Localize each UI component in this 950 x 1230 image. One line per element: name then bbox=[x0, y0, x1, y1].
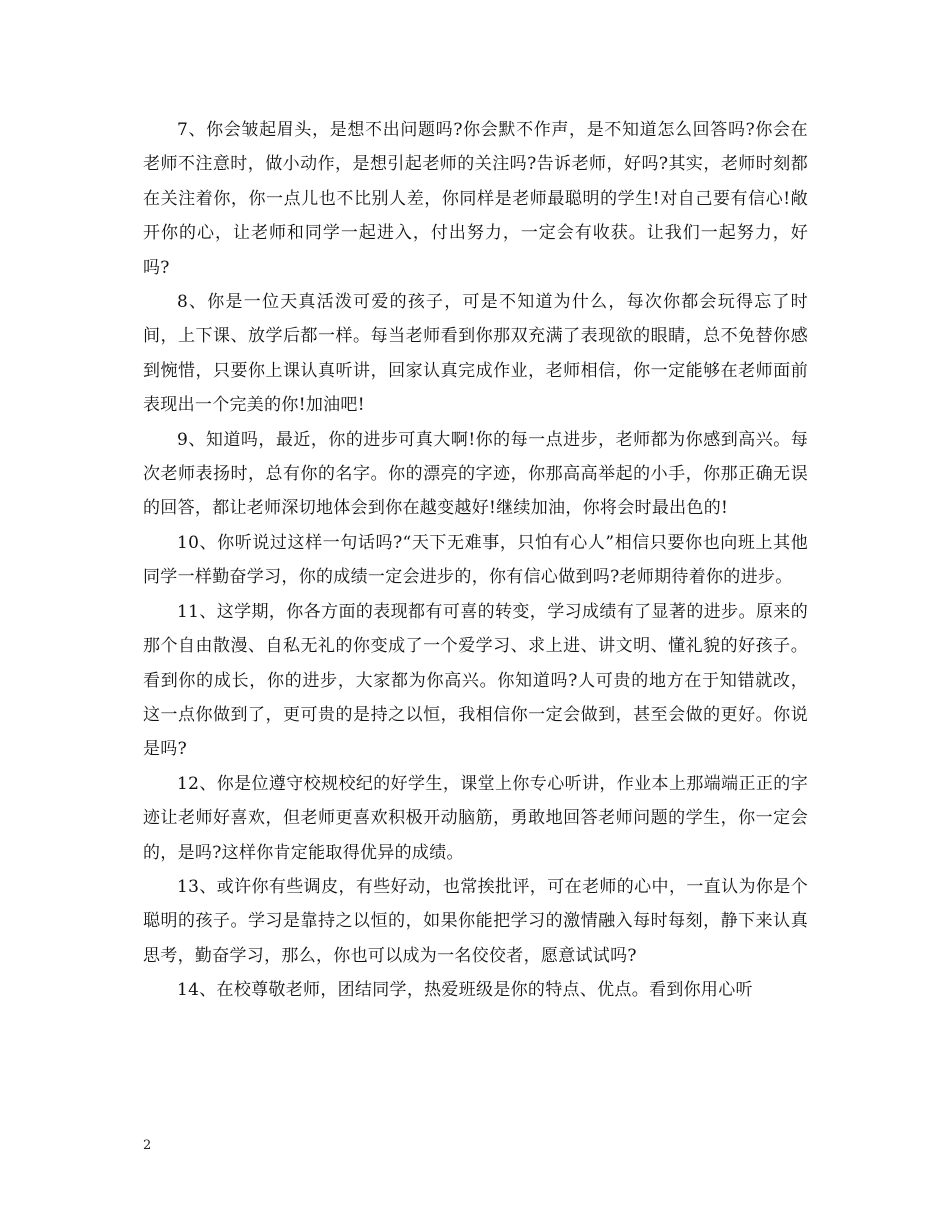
paragraph-item-11: 11、这学期，你各方面的表现都有可喜的转变，学习成绩有了显著的进步。原来的那个自由散漫、自私无礼的你变成了一个爱学习、求上进、讲文明、懂礼貌的好孩子。看到你的成长，你的进步，大家都为你高兴。你知道吗?人可贵的地方在于知错就改，这一点你做到了，更可贵的是持之以恒，我相信你一定会做到，甚至会做的更好。你说是吗? bbox=[143, 601, 808, 760]
document-body bbox=[143, 113, 808, 1008]
paragraph-item-9: 9、知道吗，最近，你的进步可真大啊!你的每一点进步，老师都为你感到高兴。每次老师表扬时，总有你的名字。你的漂亮的字迹，你那高高举起的小手，你那正确无误的回答，都让老师深切地体会到你在越变越好!继续加油，你将会时最出色的! bbox=[143, 429, 808, 519]
page-number: 2 bbox=[143, 1138, 152, 1153]
paragraph-item-8: 8、你是一位天真活泼可爱的孩子，可是不知道为什么，每次你都会玩得忘了时间，上下课、放学后都一样。每当老师看到你那双充满了表现欲的眼睛，总不免替你感到惋惜，只要你上课认真听讲，回家认真完成作业，老师相信，你一定能够在老师面前表现出一个完美的你!加油吧! bbox=[143, 292, 808, 416]
paragraph-item-13: 13、或许你有些调皮，有些好动，也常挨批评，可在老师的心中，一直认为你是个聪明的孩子。学习是靠持之以恒的，如果你能把学习的激情融入每时每刻，静下来认真思考，勤奋学习，那么，你也可以成为一名佼佼者，愿意试试吗? bbox=[143, 876, 808, 966]
paragraph-item-12: 12、你是位遵守校规校纪的好学生，课堂上你专心听讲，作业本上那端端正正的字迹让老师好喜欢，但老师更喜欢积极开动脑筋，勇敢地回答老师问题的学生，你一定会的，是吗?这样你肯定能取得优异的成绩。 bbox=[143, 773, 808, 863]
paragraph-item-14: 14、在校尊敬老师，团结同学，热爱班级是你的特点、优点。看到你用心听 bbox=[177, 980, 753, 1001]
paragraph-item-10: 10、你听说过这样一句话吗?“天下无难事，只怕有心人”相信只要你也向班上其他同学一样勤奋学习，你的成绩一定会进步的，你有信心做到吗?老师期待着你的进步。 bbox=[143, 532, 808, 588]
paragraph-item-7: 7、你会皱起眉头，是想不出问题吗?你会默不作声，是不知道怎么回答吗?你会在老师不注意时，做小动作，是想引起老师的关注吗?告诉老师，好吗?其实，老师时刻都在关注着你，你一点儿也不比别人差，你同样是老师最聪明的学生!对自己要有信心!敞开你的心，让老师和同学一起进入，付出努力，一定会有收获。让我们一起努力，好吗? bbox=[143, 120, 808, 278]
